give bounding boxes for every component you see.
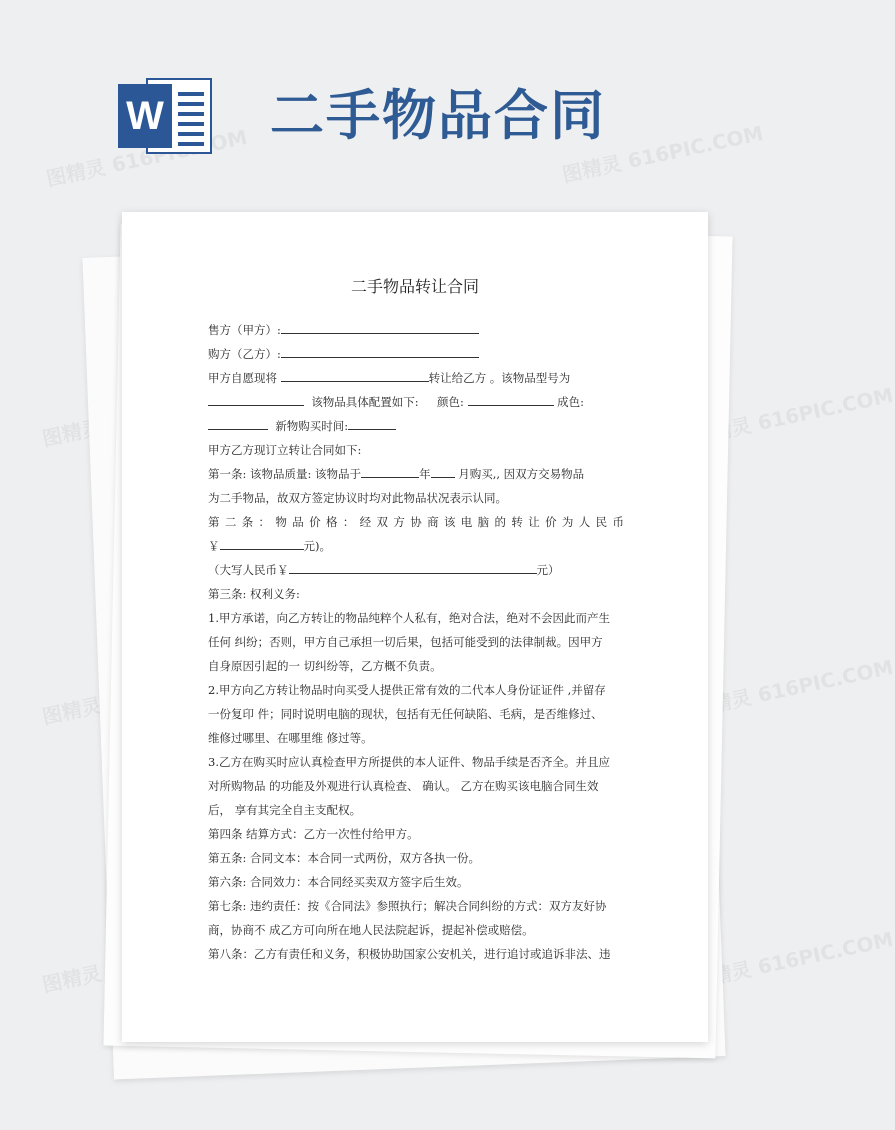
article-6: 第六条: 合同效力：本合同经买卖双方签字后生效。 [208,875,469,889]
clause-1: 自身原因引起的一 切纠纷等，乙方概不负责。 [208,659,442,673]
watermark: 图精灵 616PIC.COM [560,120,766,187]
clause-1: 1.甲方承诺，向乙方转让的物品纯粹个人私有，绝对合法，绝对不会因此而产生 [208,611,610,625]
watermark: 图精灵 616PIC.COM [690,654,895,721]
clause-2: 2.甲方向乙方转让物品时向买受人提供正常有效的二代本人身份证证件 ,并留存 [208,683,606,697]
article-8: 第八条：乙方有责任和义务，积极协助国家公安机关，进行追讨或追诉非法、违 [208,947,611,961]
word-doc-icon [118,78,212,154]
watermark: 图精灵 [40,693,104,729]
document-page [122,212,708,1042]
word-letter: W [118,84,172,148]
blank [281,343,479,358]
seller-line: 售方（甲方）: [208,318,624,342]
blank [431,463,455,478]
article-2: 第二条：物品价格：经双方协商该电脑的转让价为人民币 [208,515,624,529]
clause-3: 3.乙方在购买时应认真检查甲方所提供的本人证件、物品手续是否齐全。并且应 [208,755,610,769]
watermark: 图精灵 616PIC.COM [690,382,895,449]
banner [118,78,738,154]
intro-line: 甲方乙方现订立转让合同如下: [208,443,362,457]
article-4: 第四条 结算方式：乙方一次性付给甲方。 [208,827,419,841]
blank [208,391,304,406]
article-1: 第一条: 该物品质量: 该物品于 年 月购买,, 因双方交易物品 [208,462,624,486]
clause-2: 维修过哪里、在哪里维 修过等。 [208,731,373,745]
watermark: 图精灵 616PIC.COM [44,124,250,191]
config-line: 该物品具体配置如下: 颜色: 成色: [208,390,624,414]
blank [361,463,419,478]
price-words-line: （大写人民币￥ 元） [208,558,624,582]
watermark: 图精灵 [40,415,104,451]
blank [220,535,304,550]
blank [281,367,429,382]
document-title: 二手物品转让合同 [350,277,479,296]
article-7: 商，协商不 成乙方可向所在地人民法院起诉，提起补偿或赔偿。 [208,923,534,937]
clause-1: 任何 纠纷；否则，甲方自己承担一切后果，包括可能受到的法律制裁。因甲方 [208,635,603,649]
transfer-line: 甲方自愿现将 转让给乙方 。该物品型号为 [208,366,624,390]
purchase-time-line: 新物购买时间: [208,414,624,438]
blank [208,415,268,430]
article-1-cont: 为二手物品，故双方签定协议时均对此物品状况表示认同。 [208,491,507,505]
blank [289,559,537,574]
blank [468,391,554,406]
watermark: 图精灵 [40,961,104,997]
price-line: ￥ 元)。 [208,534,624,558]
article-5: 第五条: 合同文本：本合同一式两份，双方各执一份。 [208,851,481,865]
document-body [208,318,624,966]
article-7: 第七条: 违约责任：按《合同法》参照执行；解决合同纠纷的方式：双方友好协 [208,899,607,913]
blank [281,319,479,334]
buyer-line: 购方（乙方）: [208,342,624,366]
banner-title: 二手物品合同 [270,84,606,147]
blank [348,415,396,430]
watermark: 图精灵 616PIC.COM [690,926,895,993]
clause-3: 对所购物品 的功能及外观进行认真检查、 确认。 乙方在购买该电脑合同生效 [208,779,599,793]
clause-3: 后， 享有其完全自主支配权。 [208,803,362,817]
article-3: 第三条: 权利义务: [208,587,300,601]
clause-2: 一份复印 件；同时说明电脑的现状，包括有无任何缺陷、毛病，是否维修过、 [208,707,603,721]
